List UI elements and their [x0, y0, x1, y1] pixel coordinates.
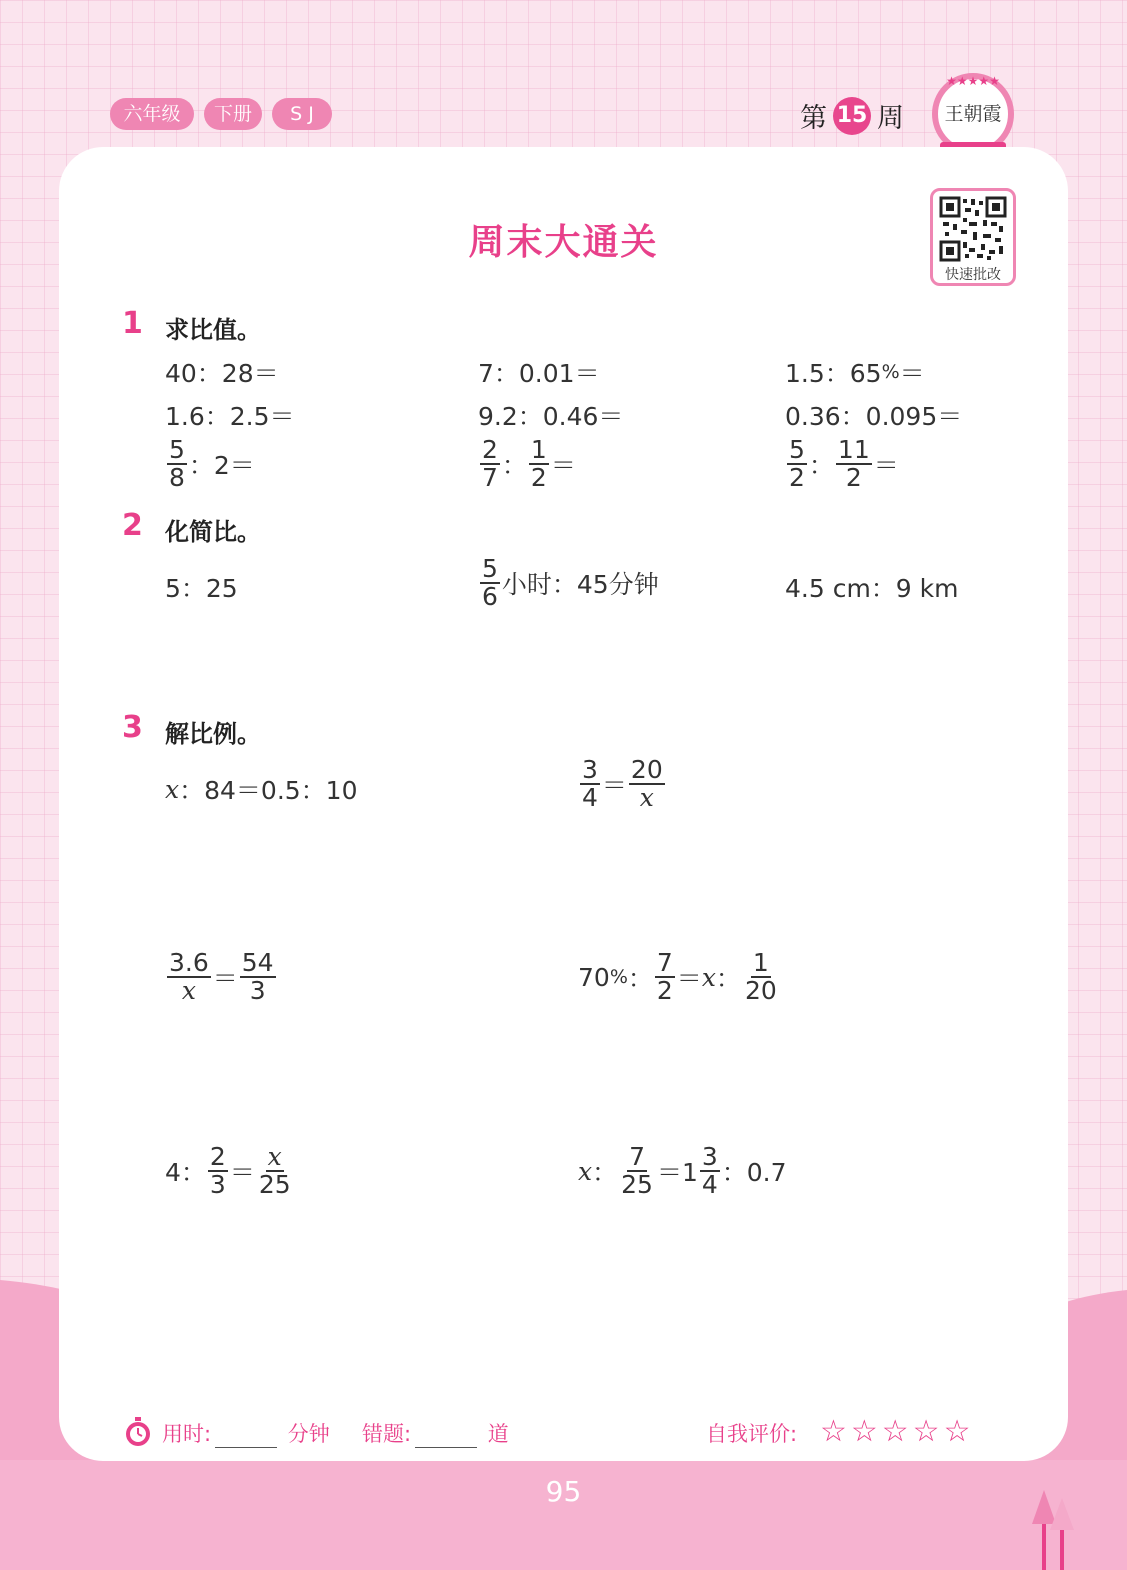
problem-3-4: 70 % ： $\frac{7}{2}$ ＝ x ： $\frac{1}{20}$	[578, 948, 777, 1006]
fraction: $\frac{5}{2}$	[789, 435, 805, 493]
fraction: $\frac{11}{2}$	[837, 435, 870, 493]
problem-1-5: 9.2：0.46＝	[478, 402, 624, 431]
svg-text:王朝霞: 王朝霞	[944, 103, 1002, 125]
problem-1-6: 0.36：0.095＝	[785, 402, 963, 431]
section-1-number: 1	[122, 306, 143, 341]
self-evaluation-label: 自我评价:	[706, 1422, 798, 1446]
week-number: 15	[833, 97, 871, 135]
errors-blank[interactable]	[415, 1427, 477, 1448]
time-used: 用时: 分钟	[162, 1422, 330, 1446]
page-title: 周末大通关	[468, 222, 659, 263]
problem-1-9: $\frac{5}{2}$ ： $\frac{11}{2}$ ＝	[789, 435, 899, 493]
qr-label: 快速批改	[945, 267, 1001, 283]
week-indicator	[800, 96, 904, 135]
problem-1-8: $\frac{2}{7}$ ： $\frac{1}{2}$ ＝	[482, 435, 576, 493]
week-suffix: 周	[877, 103, 904, 134]
edition-pill: S J	[272, 98, 332, 130]
problem-1-2: 7：0.01＝	[478, 359, 600, 388]
problem-3-6: x ： $\frac{7}{25}$ ＝1 $\frac{3}{4}$ ：0.7	[578, 1142, 787, 1200]
stopwatch-icon	[124, 1417, 152, 1447]
grade-pill: 六年级	[110, 98, 194, 130]
fraction: $\frac{2}{7}$	[482, 435, 498, 493]
section-2-number: 2	[122, 508, 143, 543]
problem-3-1: x ：84＝0.5：10	[165, 774, 358, 805]
section-1-title: 求比值。	[165, 316, 261, 344]
problem-1-4: 1.6：2.5＝	[165, 402, 295, 431]
fraction: $\frac{3}{4}$	[582, 755, 598, 813]
fraction: $\frac{2}{3}$	[209, 1142, 226, 1200]
fraction: $\frac{7}{25}$	[621, 1142, 653, 1200]
volume-pill: 下册	[204, 98, 262, 130]
problem-3-3: $\frac{3.6}{x}$ ＝ $\frac{54}{3}$	[169, 948, 274, 1006]
time-blank[interactable]	[215, 1427, 277, 1448]
fraction: $\frac{5}{8}$	[169, 435, 185, 493]
fraction: $\frac{20}{x}$	[630, 755, 663, 813]
svg-text:★★★★★: ★★★★★	[946, 74, 1000, 88]
problem-3-2: $\frac{3}{4}$ ＝ $\frac{20}{x}$	[582, 755, 663, 813]
section-3-number: 3	[122, 710, 143, 745]
fraction: $\frac{1}{2}$	[530, 435, 547, 493]
page-number: 95	[545, 1475, 582, 1508]
week-prefix: 第	[800, 103, 827, 134]
fraction: $\frac{5}{6}$	[482, 554, 498, 612]
fraction: $\frac{7}{2}$	[656, 948, 673, 1006]
problem-1-7: $\frac{5}{8}$ ：2＝	[169, 435, 255, 493]
fraction: $\frac{3.6}{x}$	[169, 948, 209, 1006]
problem-1-3: 1.5：65 % ＝	[785, 359, 925, 388]
section-3-title: 解比例。	[165, 720, 261, 748]
errors-count: 错题: 道	[362, 1422, 509, 1446]
pine-tree-icon	[1030, 1490, 1076, 1570]
problem-3-5: 4： $\frac{2}{3}$ ＝ $\frac{x}{25}$	[165, 1142, 291, 1200]
fraction: $\frac{1}{20}$	[744, 948, 777, 1006]
problem-2-1: 5：25	[165, 574, 238, 603]
problem-2-2: $\frac{5}{6}$ 小时：45分钟	[482, 554, 659, 612]
fraction: $\frac{54}{3}$	[241, 948, 274, 1006]
rating-stars[interactable]: ☆☆☆☆☆	[820, 1414, 975, 1449]
problem-1-1: 40：28＝	[165, 359, 279, 388]
fraction: $\frac{3}{4}$	[701, 1142, 718, 1200]
fraction: $\frac{x}{25}$	[258, 1142, 291, 1200]
section-2-title: 化简比。	[165, 518, 261, 546]
problem-2-3: 4.5 cm：9 km	[785, 574, 959, 603]
